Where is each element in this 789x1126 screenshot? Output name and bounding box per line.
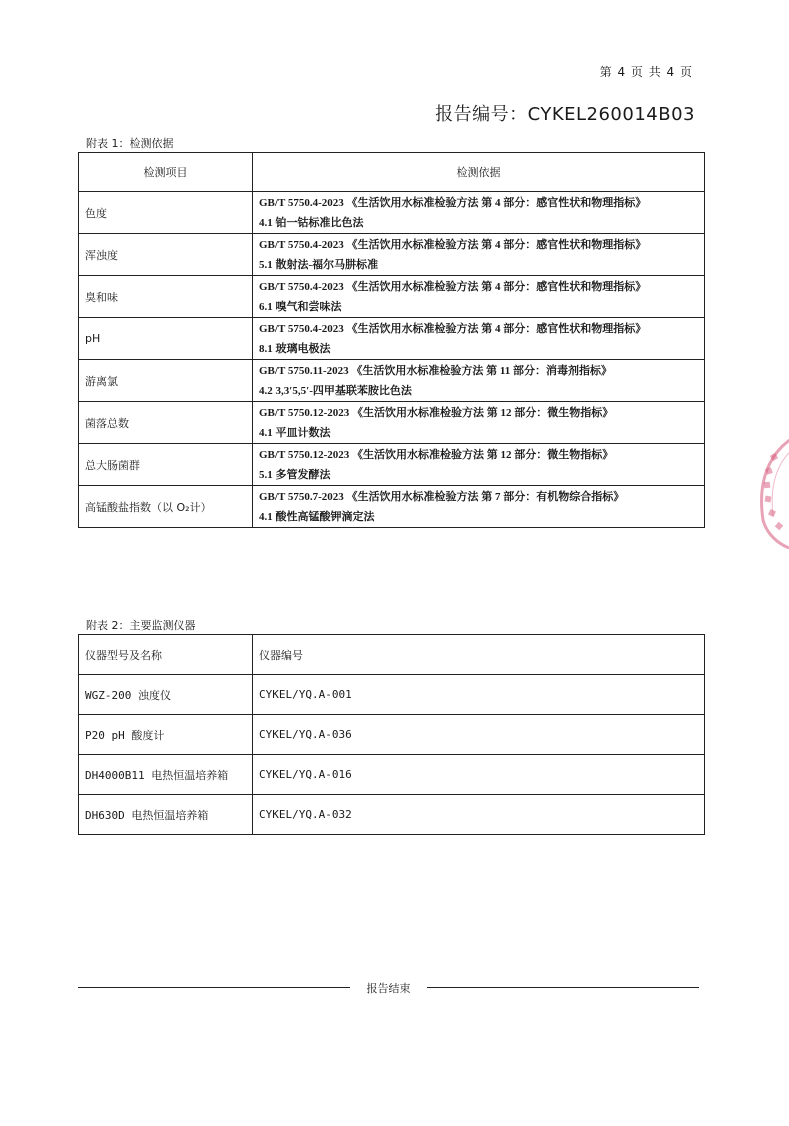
basis-standard: GB/T 5750.11-2023 《生活饮用水标准检验方法 第 11 部分：消毒剂指标》 [259, 364, 613, 377]
table-row [79, 675, 705, 715]
partial-seal-stamp [749, 420, 789, 550]
basis-method: 8.1 玻璃电极法 [259, 342, 331, 355]
table-row [79, 444, 705, 486]
basis-method: 4.1 酸性高锰酸钾滴定法 [259, 510, 375, 523]
table-row [79, 192, 705, 234]
test-item-cell: 总大肠菌群 [79, 444, 253, 486]
table-header-row [79, 635, 705, 675]
basis-standard: GB/T 5750.4-2023 《生活饮用水标准检验方法 第 4 部分：感官性状和物理指标》 [259, 322, 647, 335]
header-instrument-code: 仪器编号 [253, 635, 705, 675]
instrument-table [78, 634, 705, 835]
table-row [79, 360, 705, 402]
test-item-cell: 浑浊度 [79, 234, 253, 276]
basis-method: 5.1 散射法-福尔马肼标准 [259, 258, 379, 271]
test-basis-cell [253, 402, 705, 444]
table1-caption: 附表 1：检测依据 [86, 137, 174, 150]
test-item-cell: 高锰酸盐指数（以 O₂计） [79, 486, 253, 528]
table-row [79, 276, 705, 318]
instrument-code-cell: CYKEL/YQ.A-032 [253, 795, 705, 835]
instrument-code-cell: CYKEL/YQ.A-001 [253, 675, 705, 715]
table-row [79, 402, 705, 444]
table-row [79, 755, 705, 795]
table-row [79, 795, 705, 835]
test-basis-cell [253, 192, 705, 234]
instrument-model-cell: DH630D 电热恒温培养箱 [79, 795, 253, 835]
header-test-basis: 检测依据 [253, 153, 705, 192]
table-row [79, 318, 705, 360]
test-basis-cell [253, 318, 705, 360]
table-row [79, 234, 705, 276]
table-row [79, 486, 705, 528]
basis-standard: GB/T 5750.12-2023 《生活饮用水标准检验方法 第 12 部分：微生物指标》 [259, 406, 614, 419]
instrument-model-cell: DH4000B11 电热恒温培养箱 [79, 755, 253, 795]
basis-method: 4.1 铂一钴标准比色法 [259, 216, 364, 229]
basis-method: 4.2 3,3′5,5′-四甲基联苯胺比色法 [259, 384, 412, 397]
test-basis-cell [253, 444, 705, 486]
test-item-cell: 色度 [79, 192, 253, 234]
table-header-row [79, 153, 705, 192]
table-row [79, 715, 705, 755]
table2-caption: 附表 2：主要监测仪器 [86, 619, 196, 632]
basis-standard: GB/T 5750.4-2023 《生活饮用水标准检验方法 第 4 部分：感官性状和物理指标》 [259, 238, 647, 251]
test-basis-table [78, 152, 705, 528]
instrument-model-cell: WGZ-200 浊度仪 [79, 675, 253, 715]
header-test-item: 检测项目 [79, 153, 253, 192]
test-basis-cell [253, 276, 705, 318]
basis-method: 5.1 多管发酵法 [259, 468, 331, 481]
instrument-model-cell: P20 pH 酸度计 [79, 715, 253, 755]
divider-line-right [427, 987, 699, 988]
test-item-cell: 游离氯 [79, 360, 253, 402]
test-item-cell: pH [79, 318, 253, 360]
test-item-cell: 菌落总数 [79, 402, 253, 444]
basis-method: 6.1 嗅气和尝味法 [259, 300, 342, 313]
test-basis-cell [253, 234, 705, 276]
test-item-cell: 臭和味 [79, 276, 253, 318]
header-instrument-model: 仪器型号及名称 [79, 635, 253, 675]
basis-standard: GB/T 5750.4-2023 《生活饮用水标准检验方法 第 4 部分：感官性状和物理指标》 [259, 280, 647, 293]
instrument-code-cell: CYKEL/YQ.A-016 [253, 755, 705, 795]
basis-standard: GB/T 5750.7-2023 《生活饮用水标准检验方法 第 7 部分：有机物综合指标》 [259, 490, 625, 503]
instrument-code-cell: CYKEL/YQ.A-036 [253, 715, 705, 755]
test-basis-cell [253, 360, 705, 402]
page-indicator: 第 4 页 共 4 页 [599, 65, 693, 79]
report-number: 报告编号：CYKEL260014B03 [435, 104, 695, 125]
report-end-text: 报告结束 [366, 982, 411, 995]
test-basis-cell [253, 486, 705, 528]
report-end-divider [78, 980, 699, 994]
basis-standard: GB/T 5750.12-2023 《生活饮用水标准检验方法 第 12 部分：微生物指标》 [259, 448, 614, 461]
basis-method: 4.1 平皿计数法 [259, 426, 331, 439]
basis-standard: GB/T 5750.4-2023 《生活饮用水标准检验方法 第 4 部分：感官性状和物理指标》 [259, 196, 647, 209]
